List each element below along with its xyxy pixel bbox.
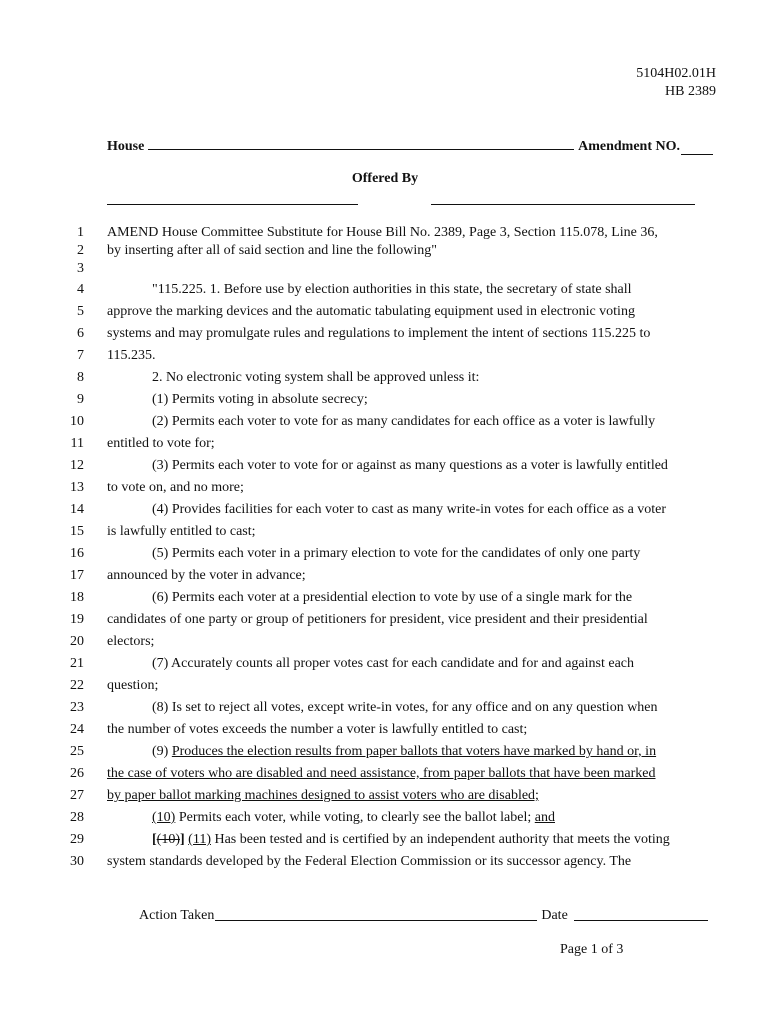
line-text: electors;	[107, 634, 155, 649]
line-text: (4) Provides facilities for each voter to cast as many write-in votes for each office as a voter	[152, 502, 667, 517]
line-number: 27	[70, 788, 84, 803]
line-text: system standards developed by the Federal Election Commission or its successor agency. The	[107, 854, 632, 869]
line-number: 19	[70, 612, 84, 627]
line-text: "115.225. 1. Before use by election authorities in this state, the secretary of state shall	[152, 282, 632, 297]
house-amendment-row	[107, 133, 713, 155]
line-number: 8	[77, 370, 84, 385]
line-text: AMEND House Committee Substitute for House Bill No. 2389, Page 3, Section 115.078, Line 36,	[107, 225, 658, 240]
inserted-text: Produces the election results from paper ballots that voters have marked by hand or, in	[171, 744, 657, 759]
line-25	[0, 744, 770, 766]
line-text: is lawfully entitled to cast;	[107, 524, 256, 539]
line-7	[0, 348, 770, 370]
inserted-text: (11)	[188, 832, 211, 847]
line-number: 23	[70, 700, 84, 715]
line-number: 6	[77, 326, 84, 341]
line-text: (1) Permits voting in absolute secrecy;	[152, 392, 368, 407]
line-number: 17	[70, 568, 84, 583]
line-number: 4	[77, 282, 84, 297]
line-text: the number of votes exceeds the number a voter is lawfully entitled to cast;	[107, 722, 528, 737]
line-number: 12	[70, 458, 84, 473]
line-8	[0, 370, 770, 392]
line-number: 16	[70, 546, 84, 561]
offered-by-label: Offered By	[351, 171, 419, 186]
line-26	[0, 766, 770, 788]
line-text: candidates of one party or group of petitioners for president, vice president and their presidential	[107, 612, 648, 627]
page-number: Page 1 of 3	[560, 942, 624, 957]
line-20	[0, 634, 770, 656]
line-11	[0, 436, 770, 458]
line-10	[0, 414, 770, 436]
line-text: (6) Permits each voter at a presidential election to vote by use of a single mark for the	[152, 590, 633, 605]
line-number: 1	[77, 225, 84, 240]
line-27	[0, 788, 770, 810]
line-text: to vote on, and no more;	[107, 480, 244, 495]
line-12	[0, 458, 770, 480]
line-3	[0, 261, 770, 283]
line-text	[152, 744, 656, 760]
bill-number: HB 2389	[665, 84, 716, 99]
line-number: 11	[70, 436, 84, 451]
line-number: 28	[70, 810, 84, 825]
signature-line-right	[431, 204, 695, 205]
line-text: (2) Permits each voter to vote for as many candidates for each office as a voter is lawfully	[152, 414, 656, 429]
action-taken-label: Action Taken	[139, 908, 215, 923]
line-23	[0, 700, 770, 722]
line-text: (5) Permits each voter in a primary election to vote for the candidates of only one party	[152, 546, 641, 561]
line-24	[0, 722, 770, 744]
line-number: 14	[70, 502, 84, 517]
line-number: 3	[77, 261, 84, 276]
line-number: 18	[70, 590, 84, 605]
line-text: entitled to vote for;	[107, 436, 215, 451]
line-28	[0, 810, 770, 832]
line-number: 10	[70, 414, 84, 429]
line-number: 21	[70, 656, 84, 671]
line-text	[152, 832, 670, 848]
line-number: 5	[77, 304, 84, 319]
date-blank	[574, 906, 708, 921]
date-label: Date	[541, 908, 568, 923]
line-number: 2	[77, 243, 84, 258]
line-14	[0, 502, 770, 524]
amendment-label: Amendment NO.	[578, 139, 680, 154]
line-number: 15	[70, 524, 84, 539]
line-text: approve the marking devices and the automatic tabulating equipment used in electronic voting	[107, 304, 635, 319]
amendment-number-blank	[681, 140, 713, 155]
line-18	[0, 590, 770, 612]
signature-line-left	[107, 204, 358, 205]
house-label: House	[107, 139, 145, 154]
line-16	[0, 546, 770, 568]
line-number: 29	[70, 832, 84, 847]
line-9	[0, 392, 770, 414]
line-5	[0, 304, 770, 326]
line-text: announced by the voter in advance;	[107, 568, 306, 583]
line-4	[0, 282, 770, 304]
line-text: 115.235.	[107, 348, 156, 363]
house-blank-line	[148, 149, 574, 150]
action-taken-row	[139, 906, 717, 924]
line-number: 9	[77, 392, 84, 407]
open-bracket: [	[152, 832, 157, 847]
inserted-text: (10)	[152, 810, 176, 825]
line-text: question;	[107, 678, 159, 693]
line-22	[0, 678, 770, 700]
line-13	[0, 480, 770, 502]
line-29	[0, 832, 770, 854]
inserted-text: and	[534, 810, 555, 825]
line-number: 22	[70, 678, 84, 693]
line-text-rest: Has been tested and is certified by an independent authority that meets the voting	[210, 832, 670, 847]
line-text: by inserting after all of said section and line the following"	[107, 243, 437, 258]
line-text: (8) Is set to reject all votes, except write-in votes, for any office and on any question when	[152, 700, 658, 715]
line-text: 2. No electronic voting system shall be approved unless it:	[152, 370, 480, 385]
line-21	[0, 656, 770, 678]
document-code: 5104H02.01H	[636, 66, 716, 81]
line-number: 7	[77, 348, 84, 363]
line-15	[0, 524, 770, 546]
line-number: 20	[70, 634, 84, 649]
deleted-text: (10)	[156, 832, 180, 847]
line-text: systems and may promulgate rules and regulations to implement the intent of sections 115.225 to	[107, 326, 651, 341]
line-6	[0, 326, 770, 348]
line-17	[0, 568, 770, 590]
line-30	[0, 854, 770, 876]
line-prefix: (9)	[152, 744, 172, 759]
line-number: 25	[70, 744, 84, 759]
close-bracket: ]	[180, 832, 185, 847]
action-taken-blank	[215, 906, 537, 921]
line-text-middle: Permits each voter, while voting, to clearly see the ballot label;	[175, 810, 535, 825]
line-text	[152, 810, 555, 826]
line-19	[0, 612, 770, 634]
line-number: 30	[70, 854, 84, 869]
line-number: 24	[70, 722, 84, 737]
line-text: (7) Accurately counts all proper votes cast for each candidate and for and against each	[152, 656, 635, 671]
inserted-text: the case of voters who are disabled and need assistance, from paper ballots that have been marked	[107, 766, 656, 781]
line-number: 26	[70, 766, 84, 781]
line-number: 13	[70, 480, 84, 495]
inserted-text: by paper ballot marking machines designed to assist voters who are disabled;	[107, 788, 539, 803]
line-text: (3) Permits each voter to vote for or against as many questions as a voter is lawfully entitled	[152, 458, 668, 473]
